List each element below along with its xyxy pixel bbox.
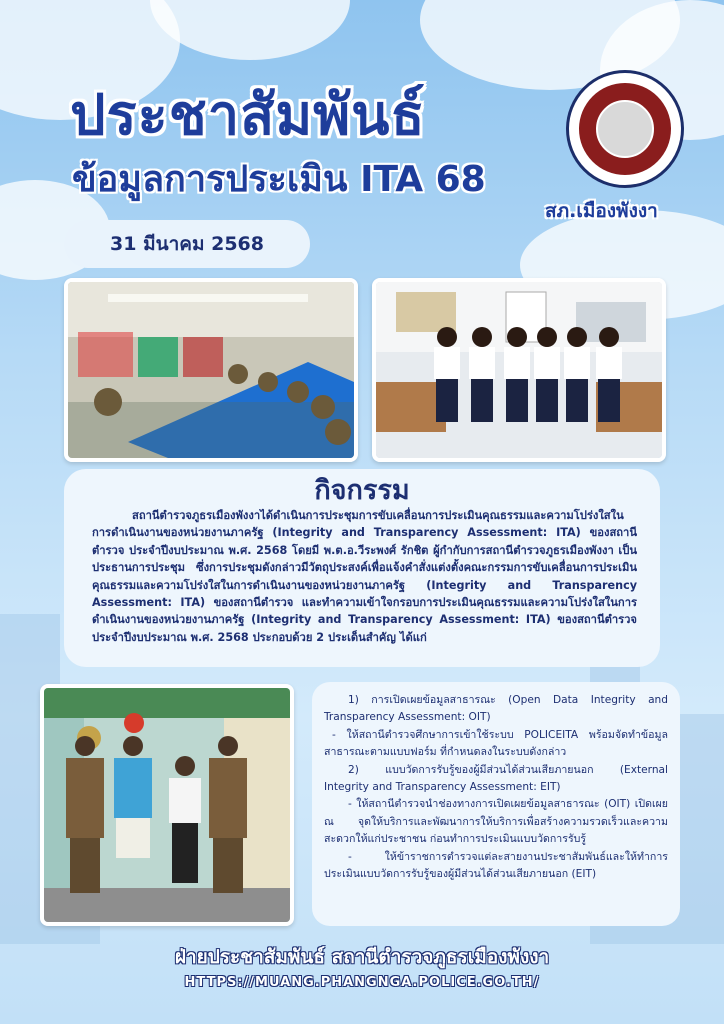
emblem-seal [596,100,654,158]
cloud-decoration [150,0,350,60]
activity-heading: กิจกรรม [314,475,410,506]
station-name: สภ.เมืองพังงา [545,200,658,222]
activity-description: สถานีตำรวจภูธรเมืองพังงาได้ดำเนินการประชุมการขับเคลื่อนการประเมินคุณธรรมและความโปร่งใสในการดำเนินงานของหน่วยงานภาครัฐ (Integrity and Transparency Assessment: ITA) ของสถานีตำรวจ ประจำปีงบประมาณ พ.ศ. 2568 โดยมี พ.ต.อ.วีระพงศ์ รักชิต ผู้กำกับการสถานีตำรวจภูธรเมืองพังงา เป็นประธานการประชุม ซึ่งการประชุมดังกล่าวมีวัตถุประสงค์เพื่อแจ้งคำสั่งแต่งตั้งคณะกรรมการขับเคลื่อนการประเมินคุณธรรมและความโปร่งใสในการดำเนินงานของหน่วยงานภาครัฐ (Integrity and Transparency Assessment: ITA) ของสถานีตำรวจ และทำความเข้าใจกรอบการประเมินคุณธรรมและความโปร่งใสในการดำเนินงานของหน่วยงานภาครัฐ (Integrity and Transparency Assessment: ITA) ของสถานีตำรวจ ประจำปีงบประมาณ พ.ศ. 2568 ประกอบด้วย 2 ประเด็นสำคัญ ได้แก่ [92,509,637,644]
meeting-photo [64,278,358,462]
police-emblem-logo [566,70,684,188]
emblem-ring [579,83,671,175]
shop-visit-photo [40,684,294,926]
page-title: ประชาสัมพันธ์ [70,83,426,148]
footer-unit-name: ฝ่ายประชาสัมพันธ์ สถานีตำรวจภูธรเมืองพังงา [174,946,550,968]
point-oit-title: 1) การเปิดเผยข้อมูลสาธารณะ (Open Data Integrity and Transparency Assessment: OIT) [324,694,668,724]
point-eit-title: 2) แบบวัดการรับรู้ของผู้มีส่วนได้ส่วนเสียภายนอก (External Integrity and Transparency Assessment: EIT) [324,763,668,794]
date-text: 31 มีนาคม 2568 [110,233,264,255]
students-photo [372,278,666,462]
point-eit-detail-2: - ให้ข้าราชการตำรวจแต่ละสายงานประชาสัมพันธ์และให้ทำการประเมินแบบวัดการรับรู้ของผู้มีส่วนได้ส่วนเสียภายนอก (EIT) [324,850,668,881]
point-eit-detail-1: - ให้สถานีตำรวจนำช่องทางการเปิดเผยข้อมูลสาธารณะ (OIT) เปิดเผย ณ จุดให้บริการและพัฒนาการให้บริการเพื่อสร้างความรวดเร็วและความสะดวกให้แก่ประชาชน ก่อนทำการประเมินแบบวัดการรับรู้ [324,798,668,846]
date-badge [64,220,310,268]
assessment-points-list [324,692,668,883]
page-subtitle: ข้อมูลการประเมิน ITA 68 [72,159,486,200]
point-oit-detail: - ให้สถานีตำรวจศึกษาการเข้าใช้ระบบ POLICEITA พร้อมจัดทำข้อมูลสาธารณะตามแบบฟอร์ม ที่กำหนดลงในระบบดังกล่าว [324,728,668,759]
footer-website-link[interactable]: HTTPS://MUANG.PHANGNGA.POLICE.GO.TH/ [184,975,540,990]
